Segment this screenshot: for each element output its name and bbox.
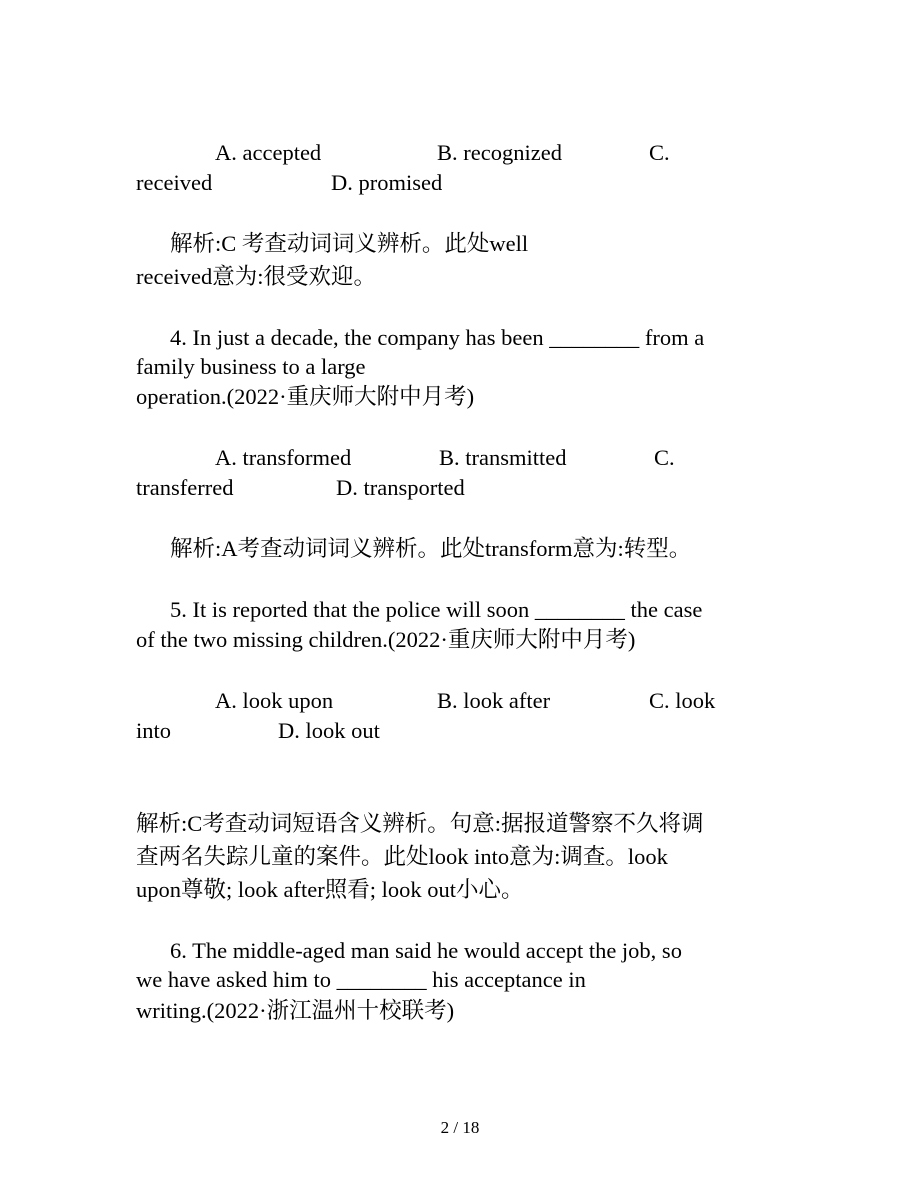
q4-option-d: D. transported (336, 475, 465, 500)
q3-option-a: A. accepted (215, 140, 322, 165)
q4-option-b: B. transmitted (439, 445, 567, 470)
q3-option-c-head: C. (649, 140, 670, 165)
q5-stem-line1: 5. It is reported that the police will soon ________ the case (170, 597, 703, 622)
q4-stem-line1: 4. In just a decade, the company has been ________ from a (170, 325, 705, 350)
q4-stem-line3: operation.(2022·重庆师大附中月考) (136, 384, 475, 409)
page-number: 2 / 18 (440, 1118, 480, 1137)
q5-explanation-line3: upon尊敬; look after照看; look out小心。 (136, 877, 524, 902)
q4-option-a: A. transformed (215, 445, 352, 470)
q5-option-a: A. look upon (215, 688, 334, 713)
q5-option-b: B. look after (437, 688, 551, 713)
q3-explanation-line1: 解析:C 考查动词词义辨析。此处well (170, 231, 529, 256)
q5-option-d: D. look out (278, 718, 380, 743)
q4-explanation-line1: 解析:A考查动词词义辨析。此处transform意为:转型。 (170, 536, 692, 561)
q4-option-c-tail: transferred (136, 475, 234, 500)
q5-option-c-head: C. look (649, 688, 716, 713)
q4-stem-line2: family business to a large (136, 354, 366, 379)
q3-option-d: D. promised (331, 170, 443, 195)
q6-stem-line2: we have asked him to ________ his acceptance in (136, 967, 586, 992)
q5-explanation-line1: 解析:C考查动词短语含义辨析。句意:据报道警察不久将调 (136, 811, 704, 836)
q3-option-c-tail: received (136, 170, 213, 195)
q4-option-c-head: C. (654, 445, 675, 470)
q3-explanation-line2: received意为:很受欢迎。 (136, 264, 376, 289)
q5-option-c-tail: into (136, 718, 172, 743)
q5-explanation-line2: 查两名失踪儿童的案件。此处look into意为:调查。look (136, 844, 668, 869)
q6-stem-line3: writing.(2022·浙江温州十校联考) (136, 998, 455, 1023)
q6-stem-line1: 6. The middle-aged man said he would accept the job, so (170, 938, 682, 963)
q5-stem-line2: of the two missing children.(2022·重庆师大附中月考) (136, 627, 636, 652)
q3-option-b: B. recognized (437, 140, 562, 165)
